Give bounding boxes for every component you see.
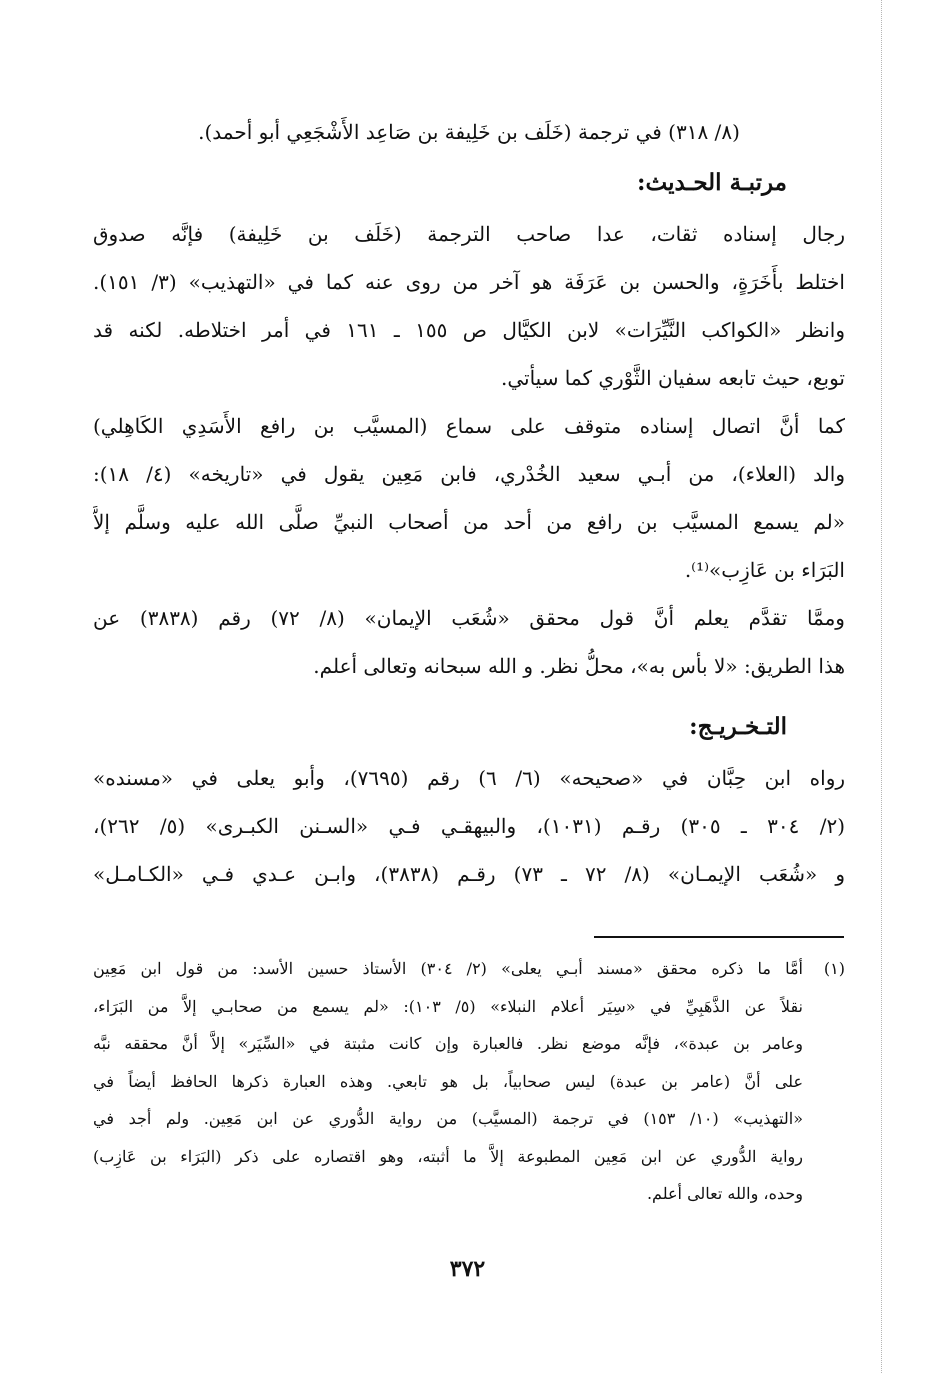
footnote-text: أمَّا ما ذكره محقق «مسند أبـي يعلى» (٢/ ٣٠٤) الأستاذ حسين الأسد: من قول ابن مَعِين [93,959,804,978]
text-line: «لم يسمع المسيَّب بن رافع من أحد من أصحاب النبيِّ صلَّى الله عليه وسلَّم إلاَّ [93,510,845,534]
footnote-line [93,950,845,988]
text-line: (٢/ ٣٠٤ ـ ٣٠٥) رقـم (١٠٣١)، والبيهقـي فـي «السـنن الكبـرى» (٥/ ٢٦٢)، [93,814,845,838]
text-line: اختلط بأَخَرَةٍ، والحسن بن عَرَفَة هو آخر من روى عنه كما في «التهذيب» (٣/ ١٥١). [93,270,845,294]
intro-line: (٨/ ٣١٨) في ترجمة (خَلَف بن خَلِيفة بن صَاعِد الأَشْجَعِي أبو أحمد). [198,120,740,144]
text-line: رواه ابن حِبَّان في «صحيحه» (٦/ ٦) رقم (٧٦٩٥)، وأبو يعلى في «مسنده» [93,766,845,790]
text-line: رجال إسناده ثقات، عدا صاحب الترجمة (خَلَف بن خَلِيفة) فإنَّه صدوق [93,222,845,246]
footnote-line: على أنَّ (عامر بن عبدة) ليس صحابياً، بل هو تابعي. وهذه العبارة ذكرها الحافظ أيضاً في [93,1071,803,1091]
footnote [93,950,845,1213]
footnote-separator [594,936,844,938]
heading-takhrij: التـخـريـج: [689,713,787,740]
text-line: وانظر «الكواكب النَّيِّرَات» لابن الكيَّال ص ١٥٥ ـ ١٦١ في أمر اختلاطه. لكنه قد [93,318,845,342]
footnote-number: (١) [823,959,845,978]
main-text [93,108,845,898]
text-line: و «شُعَب الإيمـان» (٨/ ٧٢ ـ ٧٣) رقـم (٣٨٣٨)، وابـن عـدي فـي «الكـامـل» [93,862,845,886]
text-line: والد (العلاء)، من أبـي سعيد الخُدْري، فابن مَعِين يقول في «تاريخه» (٤/ ١٨): [93,462,845,486]
footnote-line: رواية الدُّوري عن ابن مَعِين المطبوعة إلاَّ ما أثبته، وهو اقتصاره على ذكر (البَرَاء بن عَازِب) [93,1146,803,1166]
text-line: توبع، حيث تابعه سفيان الثَّوْري كما سيأتي. [500,366,845,390]
paragraph-narrators [93,210,845,402]
text-line: هذا الطريق: «لا بأس به»، محلُّ نظر. و الله سبحانه وتعالى أعلم. [313,654,845,678]
paragraph-isnad [93,402,845,594]
footnote-line: وعامر بن عبدة»، فإنَّه موضع نظر. فالعبارة وإن كانت مثبتة في «السِّيَر» إلاَّ أنَّ محققه نبَّه [93,1034,803,1053]
paragraph-verdict [93,594,845,690]
text-line: كما أنَّ اتصال إسناده متوقف على سماع (المسيَّب بن رافع الأَسَدِي الكَاهِلي) [93,414,845,438]
footnote-line: «التهذيب» (١٠/ ١٥٣) في ترجمة (المسيَّب) من رواية الدُّوري عن ابن مَعِين. ولم أجد في [93,1109,803,1128]
text-line: وممَّا تقدَّم يعلم أنَّ قول محقق «شُعَب الإيمان» (٨/ ٧٢) رقم (٣٨٣٨) عن [93,606,845,630]
text-line: البَرَاء بن عَازِب»⁽¹⁾. [684,558,845,582]
footnote-line: وحده، والله تعالى أعلم. [646,1184,803,1203]
footnote-line: نقلاً عن الذَّهَبِيِّ في «سِيَر أعلام النبلاء» (٥/ ١٠٣): «لم يسمع من صحابـي إلاَّ من البَرَاء، [93,996,803,1016]
page-number: ٣٧٢ [449,1256,486,1282]
heading-hadith-rank: مرتبـة الحـديث: [637,169,787,196]
paragraph-takhrij [93,754,845,898]
scan-edge-line [881,0,882,1373]
